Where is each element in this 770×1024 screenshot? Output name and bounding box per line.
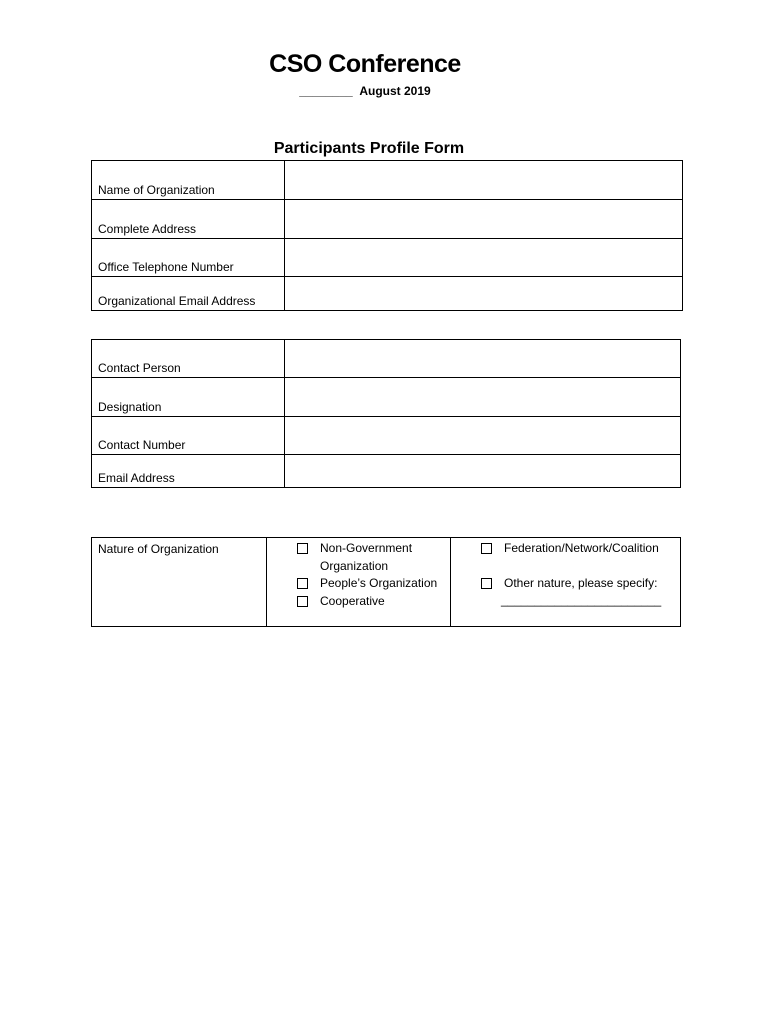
- other-specify-field[interactable]: ________________________: [501, 593, 662, 607]
- option-ngo[interactable]: [297, 540, 449, 575]
- table-row: [91, 160, 683, 200]
- office-telephone-field[interactable]: [284, 239, 682, 276]
- field-label: Nature of Organization: [98, 542, 219, 556]
- table-row: [91, 199, 683, 239]
- date-blank[interactable]: ________: [299, 84, 353, 98]
- checkbox[interactable]: [481, 578, 492, 589]
- option-label: Cooperative: [320, 593, 385, 608]
- field-label: Name of Organization: [98, 183, 215, 197]
- option-other[interactable]: [481, 575, 680, 593]
- option-peoples-organization[interactable]: [297, 575, 449, 593]
- email-address-field[interactable]: [284, 455, 680, 487]
- date-text: August 2019: [359, 84, 431, 98]
- field-label: Contact Person: [98, 361, 181, 375]
- checkbox[interactable]: [481, 543, 492, 554]
- nature-of-organization-table: [91, 537, 681, 627]
- contact-number-field[interactable]: [284, 417, 680, 454]
- table-row: [91, 339, 681, 378]
- field-label: Designation: [98, 400, 162, 414]
- name-of-organization-field[interactable]: [284, 161, 682, 199]
- table-row: [91, 377, 681, 417]
- checkbox[interactable]: [297, 543, 308, 554]
- table-row: [91, 416, 681, 455]
- field-label: Organizational Email Address: [98, 294, 256, 308]
- option-label: Other nature, please specify:: [504, 575, 658, 590]
- field-label: Complete Address: [98, 222, 197, 236]
- designation-field[interactable]: [284, 378, 680, 416]
- option-label: Federation/Network/Coalition: [504, 541, 659, 555]
- form-title: Participants Profile Form: [273, 140, 465, 157]
- field-label: Email Address: [98, 471, 175, 485]
- table-row: [91, 238, 683, 277]
- page-title: CSO Conference: [269, 50, 461, 78]
- field-label: Contact Number: [98, 438, 186, 452]
- table-row: [91, 454, 681, 488]
- checkbox[interactable]: [297, 596, 308, 607]
- option-label: Non-Government Organization: [320, 541, 413, 573]
- complete-address-field[interactable]: [284, 200, 682, 238]
- option-label: People’s Organization: [320, 576, 438, 590]
- nature-options-col1: [266, 538, 449, 626]
- nature-options-col2: [450, 538, 680, 626]
- contact-person-field[interactable]: [284, 340, 680, 377]
- organizational-email-field[interactable]: [284, 277, 682, 310]
- field-label: Office Telephone Number: [98, 260, 234, 274]
- option-federation[interactable]: [481, 540, 680, 558]
- option-cooperative[interactable]: [297, 593, 449, 611]
- event-date: [0, 84, 730, 98]
- checkbox[interactable]: [297, 578, 308, 589]
- table-row: [91, 276, 683, 311]
